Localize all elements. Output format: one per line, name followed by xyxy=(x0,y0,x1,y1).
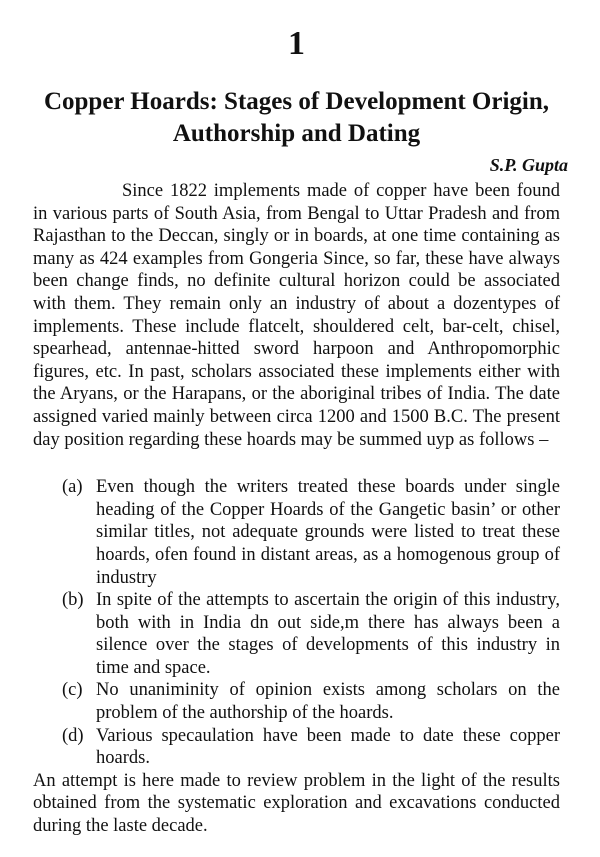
list-item xyxy=(33,679,560,724)
list-item xyxy=(33,476,560,589)
list-item-text: Even though the writers treated these boards under single heading of the Copper Hoards of the Gangetic basin’ or other similar titles, not adequate grounds were listed to treat these hoards, ofen found in distant areas, as a homogenous group of industry xyxy=(96,477,560,588)
closing-paragraph: An attempt is here made to review problem in the light of the results obtained from the systematic exploration and excavations conducted during the laste decade. xyxy=(33,770,560,837)
list-item-text: In spite of the attempts to ascertain the origin of this industry, both with in India dn out side,m there has always been a silence over the stages of developments of this industry in time and space. xyxy=(96,590,560,678)
list-item-marker: (d) xyxy=(62,725,84,746)
findings-list xyxy=(33,476,560,770)
chapter-title: Copper Hoards: Stages of Development Origin, Authorship and Dating xyxy=(43,88,550,147)
list-item-text: No unaniminity of opinion exists among scholars on the problem of the authorship of the hoards. xyxy=(96,680,560,724)
list-item xyxy=(33,725,560,770)
list-item-text: Various specaulation have been made to date these copper hoards. xyxy=(96,725,560,769)
intro-paragraph: Since 1822 implements made of copper have been found in various parts of South Asia, from Bengal to Uttar Pradesh and from Rajasthan to the Deccan, singly or in boards, at one time containing as many as 424 examples from Gongeria Since, so far, these have always been change finds, no definite cultural horizon could be associated with them. They remain only an industry of about a dozentypes of implements. These include flatcelt, shouldered celt, bar-celt, chisel, spearhead, antennae-hitted sword harpoon and Anthropomorphic figures, etc. In past, scholars associated these implements either with the Aryans, or the Harapans, or the aboriginal tribes of India. The date assigned varied mainly between circa 1200 and 1500 B.C. The present day position regarding these hoards may be summed uyp as follows – xyxy=(33,181,560,450)
author-name: S.P. Gupta xyxy=(489,155,568,175)
list-item-marker: (c) xyxy=(62,680,83,701)
list-item-marker: (a) xyxy=(62,477,83,498)
list-item xyxy=(33,589,560,679)
chapter-number: 1 xyxy=(288,25,305,62)
list-item-marker: (b) xyxy=(62,590,84,611)
